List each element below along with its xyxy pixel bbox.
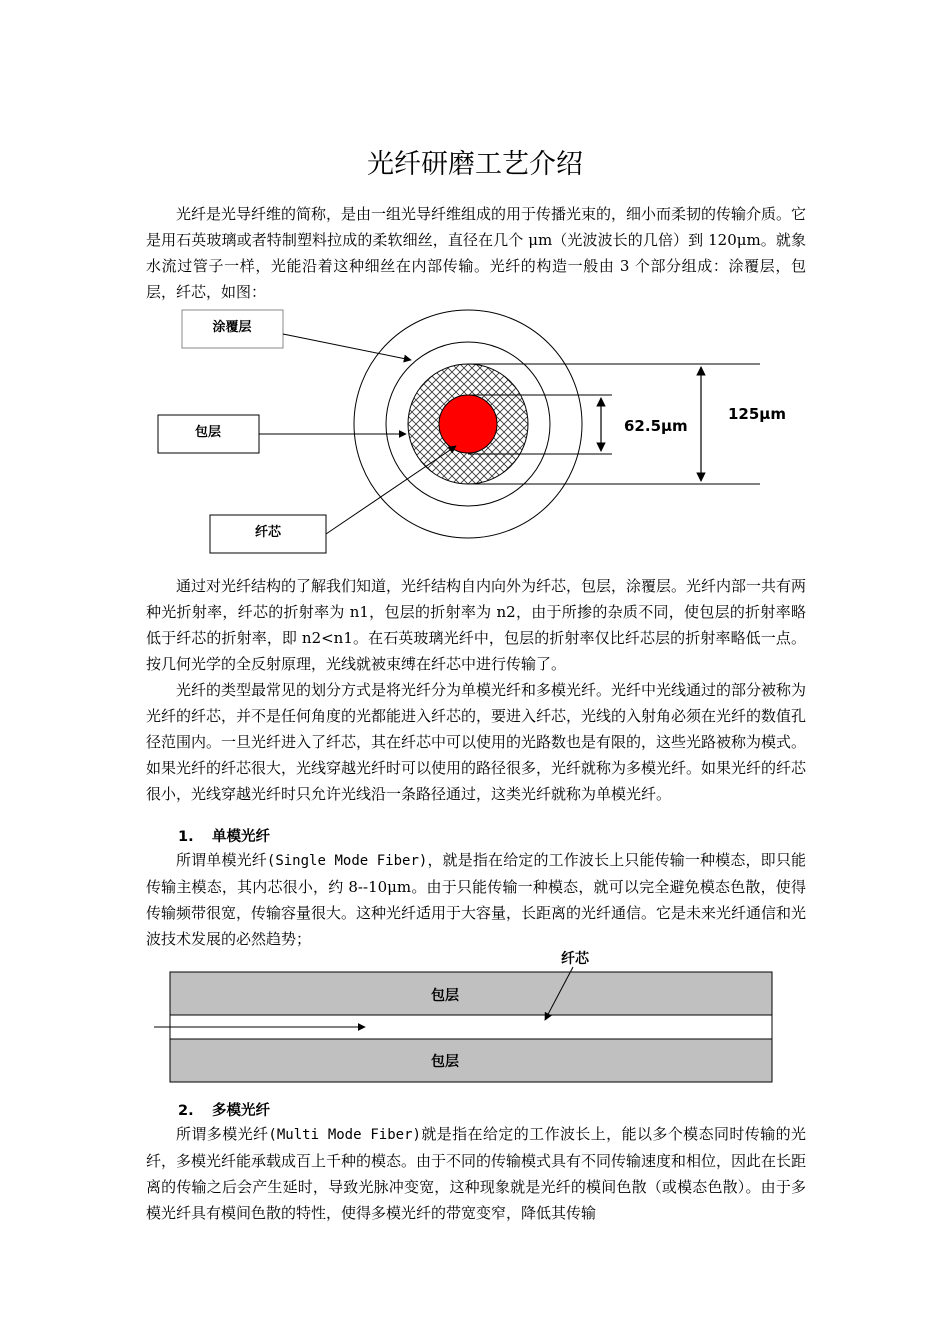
single-mode-heading-text: 单模光纤	[212, 829, 270, 845]
multi-mode-heading-text: 多模光纤	[212, 1103, 270, 1119]
single-mode-text-b: ，就是指在给定的工作波长上只能传输一种模态，即只能传输主模态，其内芯很小，约 8--10μm。由于只能传输一种模态，就可以完全避免模态色散，使得传输频带很宽，传输容量很大。这种光纤适用于大容量，长距离的光纤通信。它是未来光纤通信和光波技术发展的必然趋势；	[146, 851, 807, 948]
single-mode-english: (Single Mode Fiber)	[266, 853, 428, 869]
multi-mode-heading-number: 2.	[178, 1103, 194, 1119]
cladding-top-label: 包层	[431, 988, 459, 1004]
multi-mode-text-b: 就是指在给定的工作波长上，能以多个模态同时传输的光纤，多模光纤能承载成百上千种的模态。由于不同的传输模式具有不同传输速度和相位，因此在长距离的传输之后会产生延时，导致光脉冲变宽，这种现象就是光纤的模间色散（或模态色散）。由于多模光纤具有模间色散的特性，使得多模光纤的带宽变窄，降低其传输	[146, 1125, 807, 1222]
structure-paragraph: 通过对光纤结构的了解我们知道，光纤结构自内向外为纤芯，包层，涂覆层。光纤内部一共有两种光折射率，纤芯的折射率为 n1，包层的折射率为 n2，由于所掺的杂质不同，使包层的折射率略低于纤芯的折射率，即 n2<n1。在石英玻璃光纤中，包层的折射率仅比纤芯层的折射率略低一点。按几何光学的全反射原理，光线就被束缚在纤芯中进行传输了。	[146, 577, 807, 673]
single-mode-text-a: 所谓单模光纤	[176, 851, 267, 869]
cladding-label: 包层	[194, 425, 222, 440]
coating-label: 涂覆层	[212, 320, 252, 335]
multi-mode-paragraph	[146, 1121, 806, 1226]
cladding-diameter-label: 125μm	[728, 405, 786, 423]
page-title: 光纤研磨工艺介绍	[367, 149, 583, 180]
single-mode-heading-number: 1.	[178, 829, 194, 845]
intro-paragraph: 光纤是光导纤维的简称，是由一组光导纤维组成的用于传播光束的，细小而柔韧的传输介质。它是用石英玻璃或者特制塑料拉成的柔软细丝，直径在几个 μm（光波波长的几倍）到 120μm。就象水流过管子一样，光能沿着这种细丝在内部传输。光纤的构造一般由 3 个部分组成：涂覆层，包层，纤芯，如图：	[146, 205, 807, 301]
core-label: 纤芯	[254, 525, 282, 540]
core-label-top: 纤芯	[561, 951, 589, 967]
cladding-top-band	[170, 972, 772, 1015]
fiber-types-paragraph: 光纤的类型最常见的划分方式是将光纤分为单模光纤和多模光纤。光纤中光线通过的部分被称为光纤的纤芯，并不是任何角度的光都能进入纤芯的，要进入纤芯，光线的入射角必须在光纤的数值孔径范围内。一旦光纤进入了纤芯，其在纤芯中可以使用的光路数也是有限的，这些光路被称为模式。如果光纤的纤芯很大，光线穿越光纤时可以使用的路径很多，光纤就称为多模光纤。如果光纤的纤芯很小，光线穿越光纤时只允许光线沿一条路径通过，这类光纤就称为单模光纤。	[146, 681, 807, 803]
core-diameter-label: 62.5μm	[624, 417, 688, 435]
cladding-bottom-band	[170, 1039, 772, 1082]
multi-mode-heading	[178, 1099, 270, 1120]
cladding-bottom-label: 包层	[431, 1054, 459, 1070]
multi-mode-text-a: 所谓多模光纤	[176, 1125, 269, 1143]
multi-mode-english: (Multi Mode Fiber)	[268, 1127, 421, 1143]
